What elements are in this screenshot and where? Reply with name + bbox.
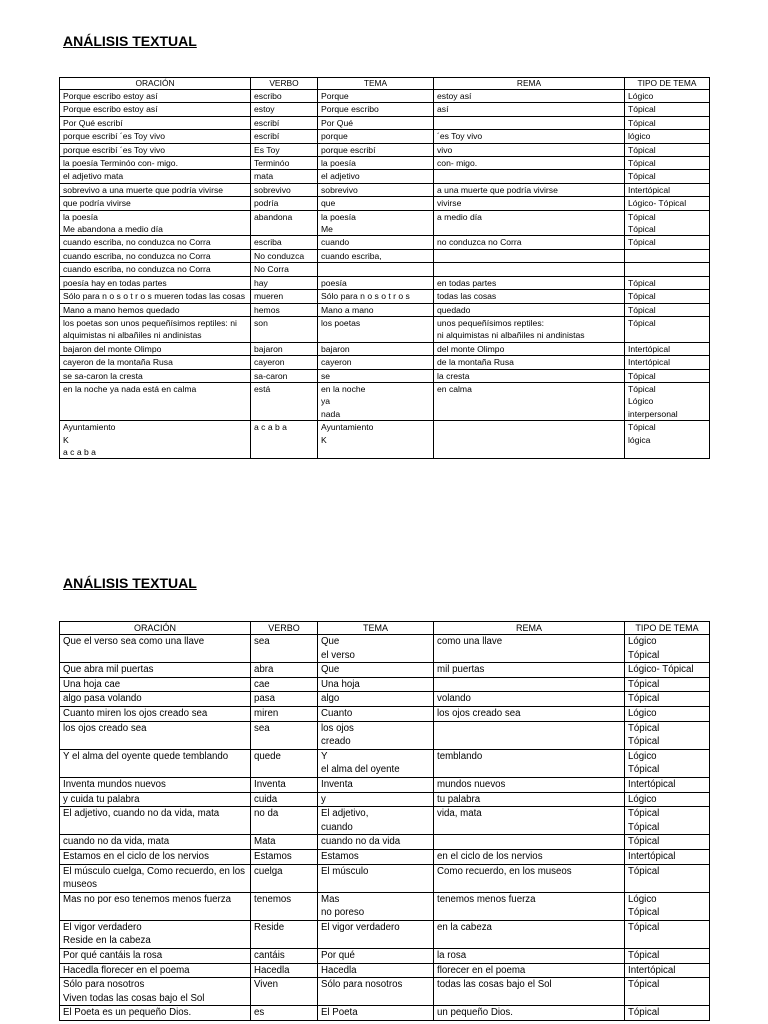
table-row (60, 777, 710, 792)
verbo-cell: podría (251, 197, 318, 210)
tema-cell: algo (318, 692, 434, 707)
tema-cell: Una hoja (318, 677, 434, 692)
verbo-cell: Es Toy (251, 143, 318, 156)
table-row (60, 316, 710, 342)
verbo-cell: cae (251, 677, 318, 692)
oracion-cell: porque escribí ´es Toy vivo (60, 130, 251, 143)
tema-cell: los ojos creado (318, 721, 434, 749)
verbo-cell: miren (251, 706, 318, 721)
oracion-cell: Sólo para nosotros Viven todas las cosas bajo el Sol (60, 978, 251, 1006)
verbo-cell: sea (251, 721, 318, 749)
rema-cell (434, 835, 625, 850)
header-tema: TEMA (318, 78, 434, 90)
tema-cell: Hacedla (318, 963, 434, 978)
tipo-de-tema-cell: Tópical (625, 692, 710, 707)
tema-cell: el adjetivo (318, 170, 434, 183)
rema-cell: no conduzca no Corra (434, 236, 625, 249)
oracion-cell: cuando escriba, no conduzca no Corra (60, 249, 251, 262)
analysis-section-2 (59, 573, 709, 1021)
table-row (60, 236, 710, 249)
table-row (60, 103, 710, 116)
tema-cell: Porque escribo (318, 103, 434, 116)
table-row (60, 116, 710, 129)
table-row (60, 807, 710, 835)
oracion-cell: Una hoja cae (60, 677, 251, 692)
tema-cell (318, 263, 434, 276)
rema-cell: a medio día (434, 210, 625, 236)
tipo-de-tema-cell: Lógico (625, 706, 710, 721)
tipo-de-tema-cell: Lógico (625, 90, 710, 103)
tema-cell: Que (318, 663, 434, 678)
tema-cell: Mano a mano (318, 303, 434, 316)
table-row (60, 949, 710, 964)
tipo-de-tema-cell: Tópical (625, 949, 710, 964)
verbo-cell: No Corra (251, 263, 318, 276)
verbo-cell: escribí (251, 116, 318, 129)
tipo-de-tema-cell: Tópical (625, 116, 710, 129)
header-tema: TEMA (318, 622, 434, 635)
verbo-cell: tenemos (251, 892, 318, 920)
verbo-cell: es (251, 1006, 318, 1021)
tipo-de-tema-cell: Lógico Tópical (625, 892, 710, 920)
oracion-cell: cuando escriba, no conduzca no Corra (60, 263, 251, 276)
table-header-row (60, 622, 710, 635)
table-row (60, 706, 710, 721)
tipo-de-tema-cell (625, 249, 710, 262)
header-tipo-de-tema: TIPO DE TEMA (625, 622, 710, 635)
tipo-de-tema-cell: lógico (625, 130, 710, 143)
oracion-cell: en la noche ya nada está en calma (60, 382, 251, 420)
oracion-cell: bajaron del monte Olimpo (60, 342, 251, 355)
analysis-section-1 (59, 31, 709, 459)
tema-cell: cayeron (318, 356, 434, 369)
tipo-de-tema-cell: Tópical lógica (625, 421, 710, 459)
verbo-cell: son (251, 316, 318, 342)
oracion-cell: Que abra mil puertas (60, 663, 251, 678)
table-row (60, 978, 710, 1006)
verbo-cell: hemos (251, 303, 318, 316)
rema-cell (434, 677, 625, 692)
rema-cell: en todas partes (434, 276, 625, 289)
rema-cell: todas las cosas bajo el Sol (434, 978, 625, 1006)
tema-cell: cuando escriba, (318, 249, 434, 262)
tema-cell: porque escribí (318, 143, 434, 156)
tipo-de-tema-cell: Lógico Tópical (625, 749, 710, 777)
rema-cell: a una muerte que podría vivirse (434, 183, 625, 196)
table-row (60, 920, 710, 948)
tema-cell: la poesía Me (318, 210, 434, 236)
oracion-cell: Por qué cantáis la rosa (60, 949, 251, 964)
rema-cell (434, 116, 625, 129)
tema-cell: porque (318, 130, 434, 143)
tipo-de-tema-cell: Tópical (625, 1006, 710, 1021)
tipo-de-tema-cell: Tópical (625, 369, 710, 382)
tema-cell: sobrevivo (318, 183, 434, 196)
tema-cell: Y el alma del oyente (318, 749, 434, 777)
rema-cell: ´es Toy vivo (434, 130, 625, 143)
oracion-cell: Hacedla florecer en el poema (60, 963, 251, 978)
verbo-cell: no da (251, 807, 318, 835)
verbo-cell: sea (251, 635, 318, 663)
table-row (60, 197, 710, 210)
tipo-de-tema-cell: Tópical (625, 236, 710, 249)
oracion-cell: cayeron de la montaña Rusa (60, 356, 251, 369)
oracion-cell: cuando escriba, no conduzca no Corra (60, 236, 251, 249)
table-row (60, 792, 710, 807)
tema-cell: Cuanto (318, 706, 434, 721)
rema-cell: mil puertas (434, 663, 625, 678)
oracion-cell: Estamos en el ciclo de los nervios (60, 849, 251, 864)
tipo-de-tema-cell: Tópical (625, 170, 710, 183)
oracion-cell: poesía hay en todas partes (60, 276, 251, 289)
rema-cell: estoy así (434, 90, 625, 103)
tema-cell: Porque (318, 90, 434, 103)
tema-cell: El vigor verdadero (318, 920, 434, 948)
tipo-de-tema-cell: Tópical (625, 103, 710, 116)
tema-cell: los poetas (318, 316, 434, 342)
header-tipo-de-tema: TIPO DE TEMA (625, 78, 710, 90)
tema-cell: Ayuntamiento K (318, 421, 434, 459)
verbo-cell: escribí (251, 130, 318, 143)
oracion-cell: Sólo para n o s o t r o s mueren todas las cosas (60, 290, 251, 303)
header-verbo: VERBO (251, 622, 318, 635)
rema-cell: vida, mata (434, 807, 625, 835)
table-row (60, 342, 710, 355)
verbo-cell: Reside (251, 920, 318, 948)
table-row (60, 369, 710, 382)
rema-cell: con- migo. (434, 157, 625, 170)
rema-cell: así (434, 103, 625, 116)
table-row (60, 356, 710, 369)
rema-cell: en calma (434, 382, 625, 420)
verbo-cell: hay (251, 276, 318, 289)
table-row (60, 130, 710, 143)
tipo-de-tema-cell: Tópical (625, 290, 710, 303)
oracion-cell: Mano a mano hemos quedado (60, 303, 251, 316)
table-row (60, 692, 710, 707)
tipo-de-tema-cell: Tópical (625, 303, 710, 316)
verbo-cell: escriba (251, 236, 318, 249)
oracion-cell: Porque escribo estoy así (60, 90, 251, 103)
verbo-cell: cantáis (251, 949, 318, 964)
rema-cell: mundos nuevos (434, 777, 625, 792)
oracion-cell: sobrevivo a una muerte que podría vivirse (60, 183, 251, 196)
verbo-cell: sobrevivo (251, 183, 318, 196)
rema-cell: en el ciclo de los nervios (434, 849, 625, 864)
tema-cell: Inventa (318, 777, 434, 792)
rema-cell: Como recuerdo, en los museos (434, 864, 625, 892)
rema-cell: todas las cosas (434, 290, 625, 303)
oracion-cell: Ayuntamiento K a c a b a (60, 421, 251, 459)
tema-cell: la poesía (318, 157, 434, 170)
table-row (60, 90, 710, 103)
tema-cell: cuando (318, 236, 434, 249)
oracion-cell: los ojos creado sea (60, 721, 251, 749)
verbo-cell: pasa (251, 692, 318, 707)
tipo-de-tema-cell: Tópical (625, 157, 710, 170)
verbo-cell: quede (251, 749, 318, 777)
tema-cell: poesía (318, 276, 434, 289)
tipo-de-tema-cell: Tópical Tópical (625, 721, 710, 749)
rema-cell: florecer en el poema (434, 963, 625, 978)
tipo-de-tema-cell: Intertópical (625, 963, 710, 978)
oracion-cell: cuando no da vida, mata (60, 835, 251, 850)
oracion-cell: Porque escribo estoy así (60, 103, 251, 116)
table-row (60, 276, 710, 289)
tema-cell: y (318, 792, 434, 807)
oracion-cell: algo pasa volando (60, 692, 251, 707)
verbo-cell: cuida (251, 792, 318, 807)
table-row (60, 249, 710, 262)
table-row (60, 421, 710, 459)
table-row (60, 303, 710, 316)
table-row (60, 290, 710, 303)
tema-cell: bajaron (318, 342, 434, 355)
verbo-cell: abandona (251, 210, 318, 236)
tipo-de-tema-cell: Lógico- Tópical (625, 197, 710, 210)
tipo-de-tema-cell: Intertópical (625, 777, 710, 792)
verbo-cell: Estamos (251, 849, 318, 864)
verbo-cell: Hacedla (251, 963, 318, 978)
tema-cell: en la noche ya nada (318, 382, 434, 420)
analysis-table-2 (59, 621, 710, 1021)
table-row (60, 170, 710, 183)
rema-cell: volando (434, 692, 625, 707)
oracion-cell: El Poeta es un pequeño Dios. (60, 1006, 251, 1021)
verbo-cell: está (251, 382, 318, 420)
table-row (60, 721, 710, 749)
rema-cell: en la cabeza (434, 920, 625, 948)
table-row (60, 749, 710, 777)
tipo-de-tema-cell: Tópical Lógico interpersonal (625, 382, 710, 420)
tipo-de-tema-cell: Lógico Tópical (625, 635, 710, 663)
table-row (60, 835, 710, 850)
tema-cell: Por Qué (318, 116, 434, 129)
rema-cell: quedado (434, 303, 625, 316)
tipo-de-tema-cell (625, 263, 710, 276)
rema-cell: los ojos creado sea (434, 706, 625, 721)
section-title: ANÁLISIS TEXTUAL (63, 575, 197, 591)
tipo-de-tema-cell: Tópical (625, 143, 710, 156)
tema-cell: Que el verso (318, 635, 434, 663)
rema-cell: como una llave (434, 635, 625, 663)
oracion-cell: los poetas son unos pequeñísimos reptiles: ni alquimistas ni albañiles ni andinistas (60, 316, 251, 342)
table-row (60, 892, 710, 920)
oracion-cell: Que el verso sea como una llave (60, 635, 251, 663)
rema-cell: vivirse (434, 197, 625, 210)
tema-cell: cuando no da vida (318, 835, 434, 850)
header-oracion: ORACIÓN (60, 622, 251, 635)
tema-cell: que (318, 197, 434, 210)
section-title: ANÁLISIS TEXTUAL (63, 33, 197, 49)
tipo-de-tema-cell: Tópical (625, 316, 710, 342)
rema-cell (434, 263, 625, 276)
oracion-cell: y cuida tu palabra (60, 792, 251, 807)
tipo-de-tema-cell: Tópical (625, 920, 710, 948)
verbo-cell: mata (251, 170, 318, 183)
oracion-cell: Cuanto miren los ojos creado sea (60, 706, 251, 721)
table-row (60, 143, 710, 156)
table-row (60, 263, 710, 276)
oracion-cell: que podría vivirse (60, 197, 251, 210)
verbo-cell: escribo (251, 90, 318, 103)
oracion-cell: Inventa mundos nuevos (60, 777, 251, 792)
rema-cell: la rosa (434, 949, 625, 964)
tipo-de-tema-cell: Tópical (625, 978, 710, 1006)
rema-cell: del monte Olimpo (434, 342, 625, 355)
table-row (60, 635, 710, 663)
table-row (60, 210, 710, 236)
table-row (60, 157, 710, 170)
tipo-de-tema-cell: Tópical Tópical (625, 210, 710, 236)
table-row (60, 963, 710, 978)
tema-cell: Estamos (318, 849, 434, 864)
oracion-cell: Mas no por eso tenemos menos fuerza (60, 892, 251, 920)
tipo-de-tema-cell: Lógico- Tópical (625, 663, 710, 678)
oracion-cell: se sa-caron la cresta (60, 369, 251, 382)
verbo-cell: Mata (251, 835, 318, 850)
tipo-de-tema-cell: Tópical (625, 864, 710, 892)
tema-cell: Sólo para nosotros (318, 978, 434, 1006)
verbo-cell: cuelga (251, 864, 318, 892)
verbo-cell: Terminóo (251, 157, 318, 170)
tipo-de-tema-cell: Tópical Tópical (625, 807, 710, 835)
verbo-cell: Inventa (251, 777, 318, 792)
tipo-de-tema-cell: Tópical (625, 276, 710, 289)
table-row (60, 183, 710, 196)
analysis-table-1 (59, 77, 710, 459)
table-row (60, 849, 710, 864)
header-oracion: ORACIÓN (60, 78, 251, 90)
verbo-cell: a c a b a (251, 421, 318, 459)
tipo-de-tema-cell: Intertópical (625, 183, 710, 196)
verbo-cell: Viven (251, 978, 318, 1006)
rema-cell: tenemos menos fuerza (434, 892, 625, 920)
rema-cell: un pequeño Dios. (434, 1006, 625, 1021)
verbo-cell: estoy (251, 103, 318, 116)
verbo-cell: abra (251, 663, 318, 678)
tema-cell: Mas no poreso (318, 892, 434, 920)
verbo-cell: bajaron (251, 342, 318, 355)
rema-cell: temblando (434, 749, 625, 777)
header-rema: REMA (434, 78, 625, 90)
oracion-cell: Y el alma del oyente quede temblando (60, 749, 251, 777)
rema-cell: de la montaña Rusa (434, 356, 625, 369)
tema-cell: Por qué (318, 949, 434, 964)
table-row (60, 864, 710, 892)
table-row (60, 1006, 710, 1021)
oracion-cell: la poesía Me abandona a medio día (60, 210, 251, 236)
oracion-cell: El adjetivo, cuando no da vida, mata (60, 807, 251, 835)
tipo-de-tema-cell: Tópical (625, 835, 710, 850)
tema-cell: El músculo (318, 864, 434, 892)
rema-cell (434, 170, 625, 183)
oracion-cell: el adjetivo mata (60, 170, 251, 183)
rema-cell (434, 249, 625, 262)
tipo-de-tema-cell: Intertópical (625, 356, 710, 369)
verbo-cell: mueren (251, 290, 318, 303)
table-row (60, 663, 710, 678)
oracion-cell: porque escribí ´es Toy vivo (60, 143, 251, 156)
tema-cell: se (318, 369, 434, 382)
tema-cell: El Poeta (318, 1006, 434, 1021)
rema-cell: unos pequeñísimos reptiles: ni alquimistas ni albañiles ni andinistas (434, 316, 625, 342)
tipo-de-tema-cell: Tópical (625, 677, 710, 692)
header-verbo: VERBO (251, 78, 318, 90)
oracion-cell: El vigor verdadero Reside en la cabeza (60, 920, 251, 948)
oracion-cell: Por Qué escribí (60, 116, 251, 129)
verbo-cell: No conduzca (251, 249, 318, 262)
table-row (60, 382, 710, 420)
rema-cell (434, 721, 625, 749)
oracion-cell: la poesía Terminóo con- migo. (60, 157, 251, 170)
oracion-cell: El músculo cuelga, Como recuerdo, en los museos (60, 864, 251, 892)
rema-cell (434, 421, 625, 459)
rema-cell: tu palabra (434, 792, 625, 807)
tipo-de-tema-cell: Lógico (625, 792, 710, 807)
tema-cell: El adjetivo, cuando (318, 807, 434, 835)
header-rema: REMA (434, 622, 625, 635)
table-header-row (60, 78, 710, 90)
tipo-de-tema-cell: Intertópical (625, 849, 710, 864)
tema-cell: Sólo para n o s o t r o s (318, 290, 434, 303)
rema-cell: vivo (434, 143, 625, 156)
verbo-cell: sa-caron (251, 369, 318, 382)
verbo-cell: cayeron (251, 356, 318, 369)
rema-cell: la cresta (434, 369, 625, 382)
table-row (60, 677, 710, 692)
tipo-de-tema-cell: Intertópical (625, 342, 710, 355)
